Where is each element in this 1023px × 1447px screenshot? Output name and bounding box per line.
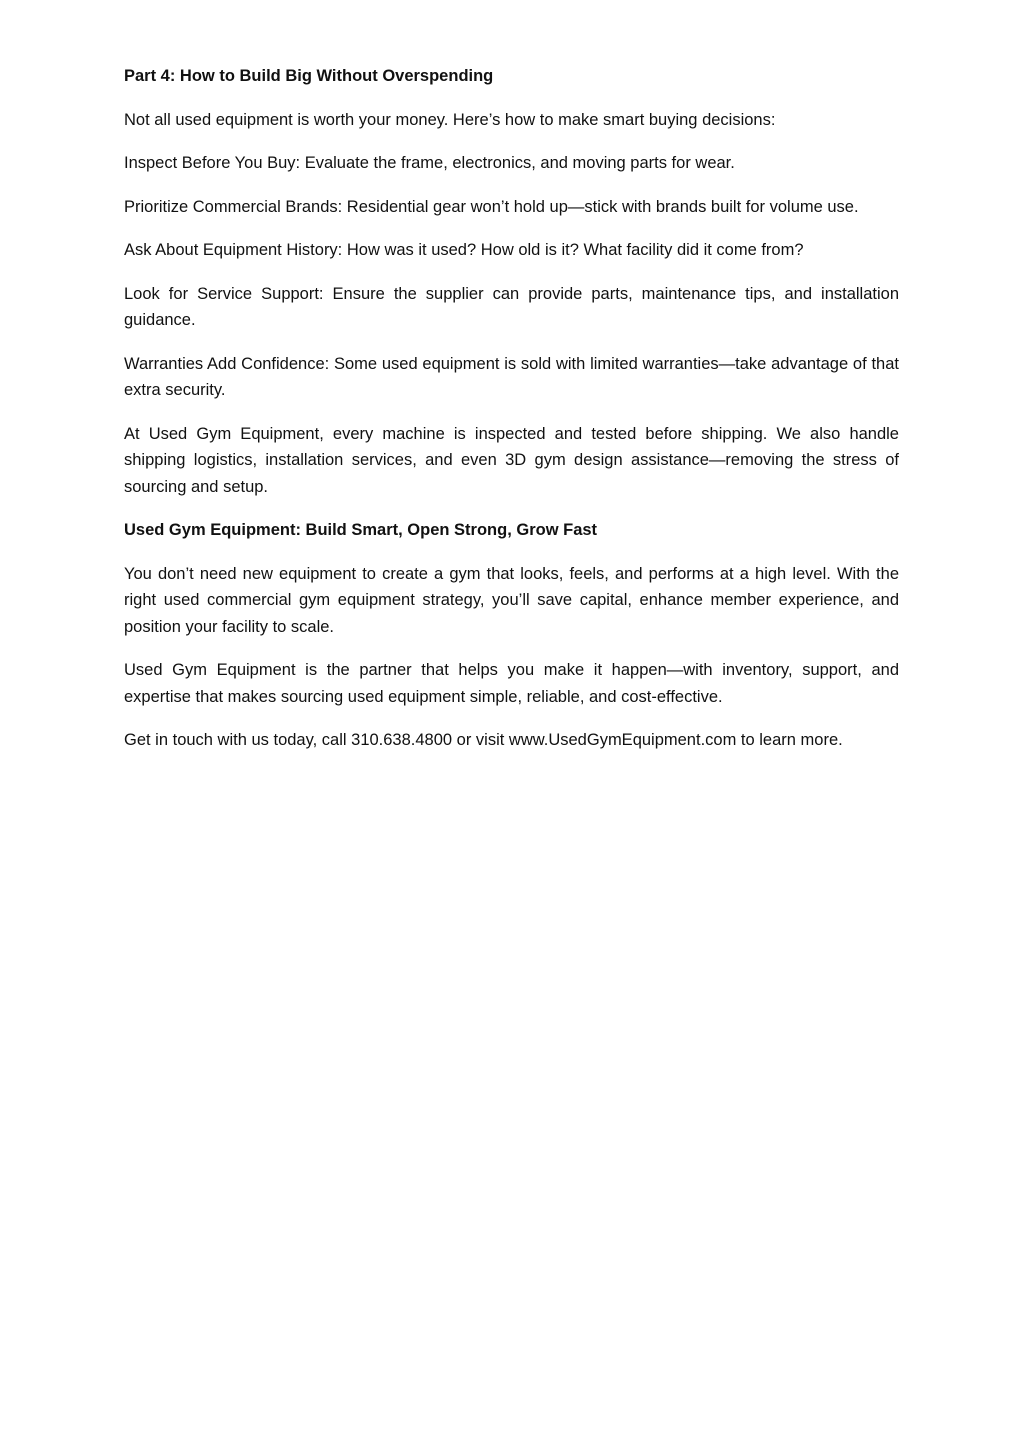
document-page xyxy=(124,63,899,771)
body-paragraph: Used Gym Equipment is the partner that helps you make it happen—with inventory, support, and expertise that makes sourcing used equipment simple, reliable, and cost-effective. xyxy=(124,661,899,706)
contact-paragraph: Get in touch with us today, call 310.638.4800 or visit www.UsedGymEquipment.com to learn more. xyxy=(124,731,843,749)
intro-paragraph: Not all used equipment is worth your money. Here’s how to make smart buying decisions: xyxy=(124,110,776,129)
tip-service-support: Look for Service Support: Ensure the supplier can provide parts, maintenance tips, and installation guidance. xyxy=(124,284,899,329)
tip-equipment-history: Ask About Equipment History: How was it used? How old is it? What facility did it come from? xyxy=(124,241,804,259)
section-heading-build-smart: Used Gym Equipment: Build Smart, Open Strong, Grow Fast xyxy=(124,521,598,539)
body-paragraph: You don’t need new equipment to create a gym that looks, feels, and performs at a high level. With the right used commercial gym equipment strategy, you’ll save capital, enhance member experience, and position your facility to scale. xyxy=(124,564,899,636)
section-heading-part-4: Part 4: How to Build Big Without Overspending xyxy=(124,67,494,85)
tip-inspect: Inspect Before You Buy: Evaluate the frame, electronics, and moving parts for wear. xyxy=(124,154,735,172)
tip-commercial-brands: Prioritize Commercial Brands: Residential gear won’t hold up—stick with brands built for volume use. xyxy=(124,197,859,216)
closing-paragraph: At Used Gym Equipment, every machine is inspected and tested before shipping. We also handle shipping logistics, installation services, and even 3D gym design assistance—removing the stress of sourcing and setup. xyxy=(124,424,899,496)
tip-warranties: Warranties Add Confidence: Some used equipment is sold with limited warranties—take advantage of that extra security. xyxy=(124,354,899,399)
